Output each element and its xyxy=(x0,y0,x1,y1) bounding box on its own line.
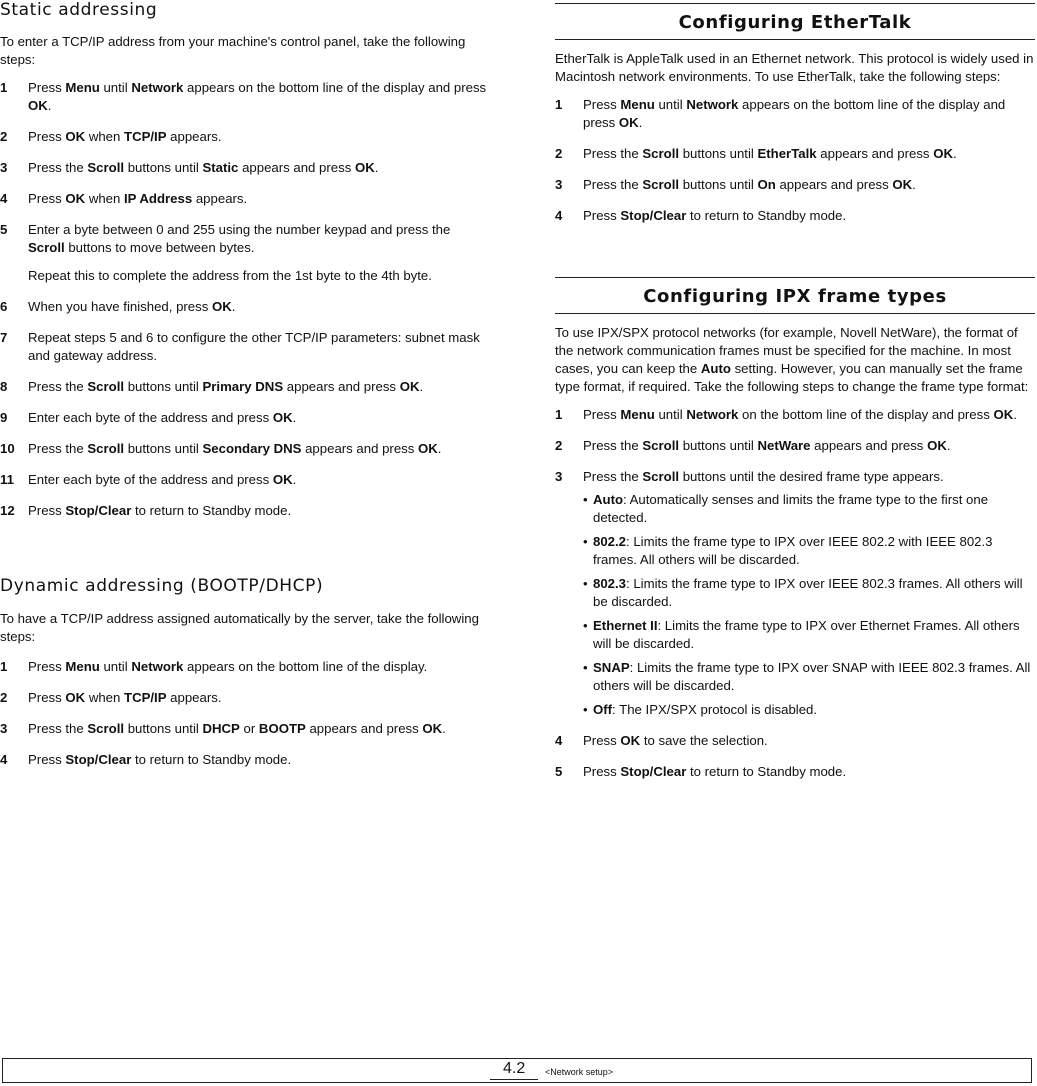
text-run: : Limits the frame type to IPX over SNAP with IEEE 802.3 frames. All others will be discarded. xyxy=(593,660,1031,693)
frame-type-item xyxy=(583,617,1035,653)
step-item xyxy=(0,79,490,115)
step-number: 9 xyxy=(0,410,8,425)
step-item xyxy=(0,720,490,738)
dynamic-intro: To have a TCP/IP address assigned automatically by the server, take the following steps: xyxy=(0,611,479,644)
ipx-heading xyxy=(555,277,1035,314)
ipx-intro-auto: Auto xyxy=(700,361,731,376)
text-run: appears. xyxy=(166,129,222,144)
ipx-section xyxy=(555,277,1035,794)
bold-term: Scroll xyxy=(642,469,680,484)
bold-term: Network xyxy=(686,97,739,112)
step-number: 2 xyxy=(555,146,563,161)
bold-term: On xyxy=(757,177,776,192)
step-text xyxy=(583,407,1017,422)
text-run: Enter a byte between 0 and 255 using the number keypad and press the xyxy=(28,222,451,237)
text-run: Press xyxy=(28,191,66,206)
text-run: . xyxy=(442,721,446,736)
bold-term: OK xyxy=(993,407,1014,422)
text-run: to return to Standby mode. xyxy=(686,208,847,223)
text-run: Press the xyxy=(28,721,88,736)
text-run: buttons to move between bytes. xyxy=(64,240,255,255)
step-text xyxy=(583,469,944,484)
text-run: Press xyxy=(28,80,66,95)
bold-term: Network xyxy=(686,407,739,422)
step-number: 7 xyxy=(0,330,8,345)
step-text xyxy=(583,146,957,161)
step-text xyxy=(28,472,296,487)
bold-term: Static xyxy=(202,160,239,175)
step-item xyxy=(555,96,1035,132)
frame-type-item xyxy=(583,659,1035,695)
bold-term: BOOTP xyxy=(258,721,306,736)
bold-term: Scroll xyxy=(87,379,125,394)
text-run: Press xyxy=(583,407,621,422)
text-run: appears and press xyxy=(810,438,928,453)
frame-type-item xyxy=(583,701,1035,719)
text-run: on the bottom line of the display and press xyxy=(738,407,994,422)
text-run: . xyxy=(952,146,957,161)
text-run: Press the xyxy=(28,379,88,394)
step-text xyxy=(28,659,427,674)
step-text xyxy=(28,690,222,705)
text-run: appears and press xyxy=(305,721,423,736)
step-item xyxy=(555,763,1035,781)
bold-term: Stop/Clear xyxy=(620,208,687,223)
frame-type-item xyxy=(583,491,1035,527)
bold-term: OK xyxy=(618,115,639,130)
dynamic-steps xyxy=(0,658,490,769)
text-run: : The IPX/SPX protocol is disabled. xyxy=(612,702,818,717)
ethertalk-heading-text: Configuring EtherTalk xyxy=(678,12,912,33)
text-run: Press xyxy=(28,129,66,144)
step-continuation: Repeat this to complete the address from the 1st byte to the 4th byte. xyxy=(28,268,432,283)
step-text xyxy=(28,191,247,206)
frame-type-item xyxy=(583,533,1035,569)
text-run: Enter each byte of the address and press xyxy=(28,410,273,425)
bold-term: OK xyxy=(422,721,443,736)
step-number: 3 xyxy=(555,469,563,484)
bold-term: Ethernet II xyxy=(593,618,658,633)
step-text xyxy=(28,441,441,456)
bold-term: Scroll xyxy=(642,177,680,192)
ethertalk-steps xyxy=(555,96,1035,225)
text-run: Press xyxy=(28,503,66,518)
bold-term: OK xyxy=(933,146,953,161)
footer-underline xyxy=(490,1079,538,1080)
text-run: when xyxy=(85,690,125,705)
step-number: 3 xyxy=(555,177,563,192)
bold-term: Scroll xyxy=(642,438,680,453)
step-item xyxy=(0,329,490,365)
bold-term: 802.3 xyxy=(593,576,627,591)
text-run: . xyxy=(437,441,442,456)
static-addressing-section xyxy=(0,0,490,533)
ethertalk-heading xyxy=(555,3,1035,40)
bold-term: OK xyxy=(65,191,86,206)
bold-term: NetWare xyxy=(757,438,811,453)
text-run: . xyxy=(292,410,297,425)
text-run: appears and press xyxy=(238,160,355,175)
text-run: Press xyxy=(583,97,621,112)
static-steps xyxy=(0,79,490,520)
step-text xyxy=(28,503,291,518)
step-number: 11 xyxy=(0,472,14,487)
page-number: 4.2 xyxy=(503,1060,526,1077)
text-run: appears on the bottom line of the display. xyxy=(183,659,428,674)
step-item xyxy=(0,221,490,285)
step-item xyxy=(555,406,1035,424)
text-run: Press xyxy=(28,690,66,705)
step-item xyxy=(555,145,1035,163)
step-text xyxy=(28,721,446,736)
text-run: : Limits the frame type to IPX over IEEE 802.2 with IEEE 802.3 frames. All others will be discarded. xyxy=(593,534,993,567)
step-text xyxy=(583,97,1005,130)
text-run: until xyxy=(654,407,687,422)
step-number: 4 xyxy=(555,733,563,748)
step-number: 4 xyxy=(555,208,563,223)
text-run: . xyxy=(231,299,236,314)
step-item xyxy=(0,471,490,489)
ethertalk-intro: EtherTalk is AppleTalk used in an Ethernet network. This protocol is widely used in Macintosh network environments. To use EtherTalk, take the following steps: xyxy=(555,51,1034,84)
text-run: Press the xyxy=(583,177,643,192)
step-number: 2 xyxy=(0,690,8,705)
step-text xyxy=(28,80,486,113)
text-run: Press xyxy=(28,752,66,767)
step-number: 1 xyxy=(0,659,8,674)
ipx-heading-text: Configuring IPX frame types xyxy=(643,286,947,307)
bold-term: OK xyxy=(28,98,48,113)
step-text xyxy=(583,764,846,779)
bold-term: Network xyxy=(131,80,184,95)
text-run: to return to Standby mode. xyxy=(131,503,292,518)
text-run: : Limits the frame type to IPX over IEEE 802.3 frames. All others will be discarded. xyxy=(593,576,1023,609)
step-item xyxy=(555,176,1035,194)
text-run: buttons until xyxy=(679,177,758,192)
step-text xyxy=(28,299,235,314)
text-run: appears and press xyxy=(301,441,419,456)
step-text xyxy=(28,129,222,144)
text-run: Repeat steps 5 and 6 to configure the other TCP/IP parameters: subnet mask and gateway address. xyxy=(28,330,480,363)
text-run: buttons until the desired frame type appears. xyxy=(679,469,944,484)
bold-term: Menu xyxy=(65,659,100,674)
frame-type-item xyxy=(583,575,1035,611)
bold-term: Scroll xyxy=(642,146,680,161)
text-run: appears. xyxy=(166,690,222,705)
bold-term: SNAP xyxy=(593,660,630,675)
step-number: 12 xyxy=(0,503,15,518)
bold-term: OK xyxy=(418,441,438,456)
text-run: Press xyxy=(583,733,621,748)
step-item xyxy=(0,190,490,208)
text-run: when xyxy=(85,191,125,206)
step-number: 1 xyxy=(555,97,563,112)
static-intro: To enter a TCP/IP address from your machine's control panel, take the following steps: xyxy=(0,34,466,67)
text-run: . xyxy=(638,115,643,130)
text-run: appears and press xyxy=(283,379,400,394)
bold-term: OK xyxy=(65,129,86,144)
step-item xyxy=(0,409,490,427)
step-number: 3 xyxy=(0,160,8,175)
dynamic-heading: Dynamic addressing (BOOTP/DHCP) xyxy=(0,576,324,596)
text-run: . xyxy=(292,472,297,487)
step-number: 2 xyxy=(555,438,563,453)
bold-term: OK xyxy=(354,160,375,175)
step-item xyxy=(555,437,1035,455)
bold-term: Menu xyxy=(65,80,100,95)
step-text xyxy=(28,160,378,175)
step-item xyxy=(0,298,490,316)
bold-term: Secondary DNS xyxy=(202,441,302,456)
text-run: : Automatically senses and limits the frame type to the first one detected. xyxy=(593,492,989,525)
text-run: appears on the bottom line of the display and press xyxy=(583,97,1006,130)
bold-term: OK xyxy=(892,177,913,192)
bold-term: EtherTalk xyxy=(757,146,817,161)
text-run: Press the xyxy=(28,160,88,175)
text-run: to return to Standby mode. xyxy=(686,764,847,779)
step-number: 6 xyxy=(0,299,8,314)
step-item xyxy=(0,751,490,769)
text-run: : Limits the frame type to IPX over Ethernet Frames. All others will be discarded. xyxy=(593,618,1020,651)
bold-term: OK xyxy=(399,379,420,394)
ipx-steps xyxy=(555,406,1035,781)
step-text xyxy=(583,177,916,192)
ipx-intro-end: setting. However, you can manually set the frame type format, if required. Take the following steps to change the frame type format: xyxy=(555,361,1029,394)
ipx-intro xyxy=(555,324,1035,396)
text-run: or xyxy=(239,721,259,736)
step-number: 5 xyxy=(0,222,8,237)
static-heading: Static addressing xyxy=(0,0,158,20)
text-run: Press the xyxy=(583,438,643,453)
text-run: until xyxy=(654,97,687,112)
step-text xyxy=(583,733,768,748)
step-text xyxy=(28,410,296,425)
step-number: 1 xyxy=(555,407,563,422)
text-run: appears and press xyxy=(816,146,934,161)
step-number: 4 xyxy=(0,191,8,206)
step-text xyxy=(28,752,291,767)
bold-term: Auto xyxy=(593,492,624,507)
bold-term: Menu xyxy=(620,97,655,112)
text-run: . xyxy=(419,379,424,394)
ipx-intro-start: To use IPX/SPX protocol networks (for example, Novell NetWare), the format of the network communication frames must be specified for the machine. In most cases, you can keep the xyxy=(555,325,1018,376)
bold-term: OK xyxy=(927,438,947,453)
text-run: to return to Standby mode. xyxy=(131,752,292,767)
bold-term: Primary DNS xyxy=(202,379,284,394)
text-run: When you have finished, press xyxy=(28,299,212,314)
bold-term: IP Address xyxy=(124,191,193,206)
step-text xyxy=(28,222,450,255)
bold-term: Off xyxy=(593,702,613,717)
step-item xyxy=(0,159,490,177)
text-run: . xyxy=(374,160,379,175)
step-item xyxy=(555,732,1035,750)
text-run: Press xyxy=(28,659,66,674)
text-run: buttons until xyxy=(124,441,203,456)
bold-term: 802.2 xyxy=(593,534,627,549)
text-run: . xyxy=(47,98,52,113)
step-item xyxy=(555,468,1035,719)
step-item xyxy=(555,207,1035,225)
bold-term: Scroll xyxy=(87,721,125,736)
text-run: buttons until xyxy=(679,146,758,161)
text-run: Press the xyxy=(28,441,88,456)
step-number: 5 xyxy=(555,764,563,779)
step-item xyxy=(0,440,490,458)
frame-type-list xyxy=(583,491,1035,719)
bold-term: OK xyxy=(272,410,293,425)
text-run: buttons until xyxy=(124,721,203,736)
bold-term: Scroll xyxy=(28,240,65,255)
text-run: . xyxy=(912,177,916,192)
bold-term: Network xyxy=(131,659,184,674)
text-run: Press the xyxy=(583,146,643,161)
text-run: appears on the bottom line of the display and press xyxy=(183,80,487,95)
bold-term: OK xyxy=(65,690,86,705)
text-run: until xyxy=(99,659,132,674)
text-run: buttons until xyxy=(679,438,758,453)
step-number: 4 xyxy=(0,752,8,767)
step-text xyxy=(28,330,480,363)
step-number: 8 xyxy=(0,379,8,394)
text-run: until xyxy=(99,80,132,95)
bold-term: Scroll xyxy=(87,441,125,456)
step-number: 1 xyxy=(0,80,8,95)
bold-term: Menu xyxy=(620,407,655,422)
bold-term: Stop/Clear xyxy=(620,764,687,779)
text-run: Press xyxy=(583,208,621,223)
step-text xyxy=(583,438,951,453)
text-run: to save the selection. xyxy=(640,733,768,748)
ethertalk-section xyxy=(555,3,1035,238)
step-item xyxy=(0,502,490,520)
text-run: buttons until xyxy=(124,160,203,175)
step-number: 3 xyxy=(0,721,8,736)
bold-term: TCP/IP xyxy=(124,129,167,144)
step-text xyxy=(28,379,423,394)
text-run: . xyxy=(1013,407,1017,422)
text-run: appears. xyxy=(192,191,248,206)
bold-term: OK xyxy=(272,472,293,487)
text-run: Press the xyxy=(583,469,643,484)
text-run: Press xyxy=(583,764,621,779)
bold-term: Scroll xyxy=(87,160,125,175)
step-item xyxy=(0,658,490,676)
bold-term: TCP/IP xyxy=(124,690,167,705)
step-item xyxy=(0,128,490,146)
step-item xyxy=(0,689,490,707)
step-number: 2 xyxy=(0,129,8,144)
text-run: Enter each byte of the address and press xyxy=(28,472,273,487)
step-item xyxy=(0,378,490,396)
dynamic-addressing-section xyxy=(0,576,490,782)
section-label: <Network setup> xyxy=(545,1067,614,1077)
text-run: . xyxy=(946,438,951,453)
text-run: when xyxy=(85,129,125,144)
step-text xyxy=(583,208,846,223)
bold-term: OK xyxy=(212,299,232,314)
bold-term: Stop/Clear xyxy=(65,503,132,518)
bold-term: DHCP xyxy=(202,721,240,736)
text-run: buttons until xyxy=(124,379,203,394)
bold-term: OK xyxy=(620,733,641,748)
step-number: 10 xyxy=(0,441,15,456)
bold-term: Stop/Clear xyxy=(65,752,132,767)
text-run: appears and press xyxy=(775,177,893,192)
